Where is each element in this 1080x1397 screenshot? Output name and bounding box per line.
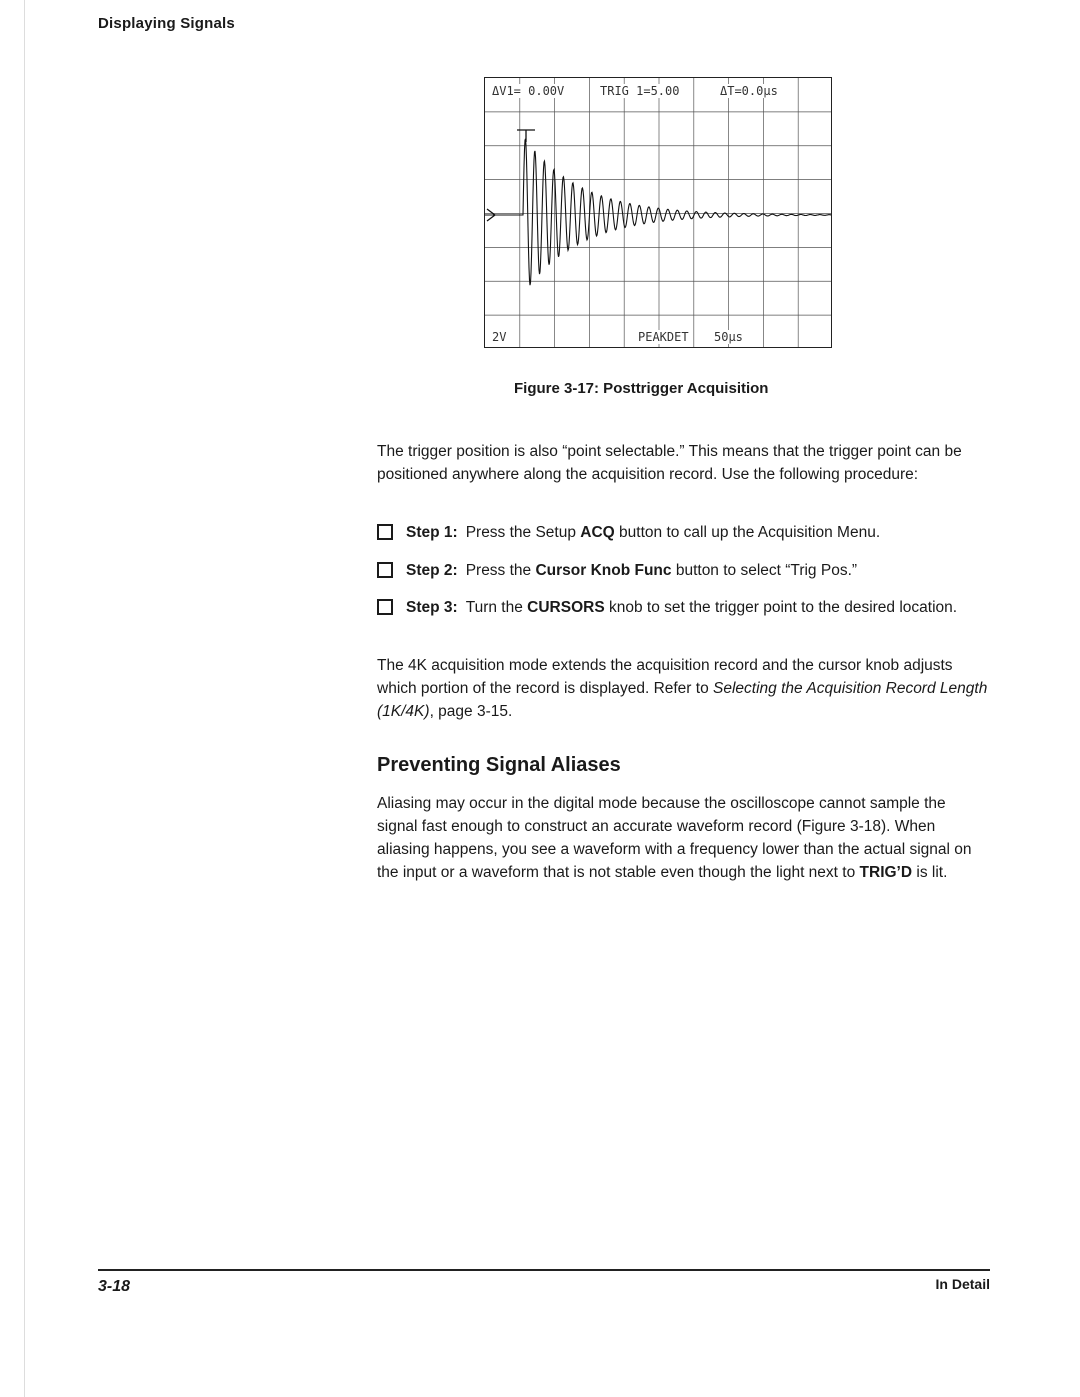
paragraph-text: The 4K acquisition mode extends the acquisition record and the cursor knob adjusts which portion of the record is displayed. Refer to bbox=[377, 657, 953, 697]
aliasing-paragraph bbox=[377, 792, 989, 884]
checkbox-icon bbox=[377, 524, 393, 540]
footer-rule bbox=[98, 1269, 990, 1271]
step-label: Step 1: bbox=[406, 524, 458, 541]
paragraph-text: , page 3-15. bbox=[429, 703, 513, 720]
paragraph-text: Aliasing may occur in the digital mode because the oscilloscope cannot sample the signal fast enough to construct an accurate waveform record (Figure 3-18). When aliasing happens, you see a waveform with a frequency lower than the actual signal on the input or a waveform that is not stable even though the light next to bbox=[377, 795, 972, 881]
checkbox-icon bbox=[377, 562, 393, 578]
page-number: 3-18 bbox=[98, 1278, 131, 1295]
section-heading: Preventing Signal Aliases bbox=[377, 754, 621, 776]
checkbox-icon bbox=[377, 599, 393, 615]
step-text: knob to set the trigger point to the desired location. bbox=[604, 599, 958, 616]
readout-delta-t: ΔT=0.0μs bbox=[720, 84, 778, 98]
record-length-paragraph bbox=[377, 654, 989, 723]
step-label: Step 3: bbox=[406, 599, 458, 616]
readout-volts-per-div: 2V bbox=[492, 330, 507, 344]
readout-acq-mode: PEAKDET bbox=[638, 330, 689, 344]
chapter-title: In Detail bbox=[935, 1276, 990, 1292]
figure-caption: Figure 3-17: Posttrigger Acquisition bbox=[514, 380, 769, 397]
step-text: button to select “Trig Pos.” bbox=[671, 562, 858, 579]
oscilloscope-screen-figure bbox=[484, 77, 832, 348]
step-text: button to call up the Acquisition Menu. bbox=[614, 524, 881, 541]
step-text: Turn the bbox=[465, 599, 528, 616]
page-margin-line bbox=[24, 0, 25, 1397]
readout-time-per-div: 50μs bbox=[714, 330, 743, 344]
step-control-name: ACQ bbox=[580, 524, 615, 541]
step-text: Press the Setup bbox=[465, 524, 581, 541]
step-3 bbox=[377, 596, 989, 619]
step-control-name: CURSORS bbox=[527, 599, 605, 616]
step-text: Press the bbox=[465, 562, 536, 579]
running-header: Displaying Signals bbox=[98, 15, 235, 32]
readout-trigger-level: TRIG 1=5.00 bbox=[600, 84, 680, 98]
step-label: Step 2: bbox=[406, 562, 458, 579]
paragraph-text: is lit. bbox=[912, 864, 948, 881]
cross-reference: Selecting the Acquisition Record Length (1K/4K) bbox=[377, 680, 988, 720]
step-1 bbox=[377, 521, 989, 544]
indicator-name: TRIG’D bbox=[859, 864, 913, 881]
step-2 bbox=[377, 559, 989, 582]
oscilloscope-graticule bbox=[485, 78, 832, 348]
intro-paragraph: The trigger position is also “point selectable.” This means that the trigger point can be positioned anywhere along the acquisition record. Use the following procedure: bbox=[377, 443, 962, 483]
step-control-name: Cursor Knob Func bbox=[535, 562, 672, 579]
readout-delta-v: ΔV1= 0.00V bbox=[492, 84, 565, 98]
waveform-trace bbox=[485, 139, 832, 285]
